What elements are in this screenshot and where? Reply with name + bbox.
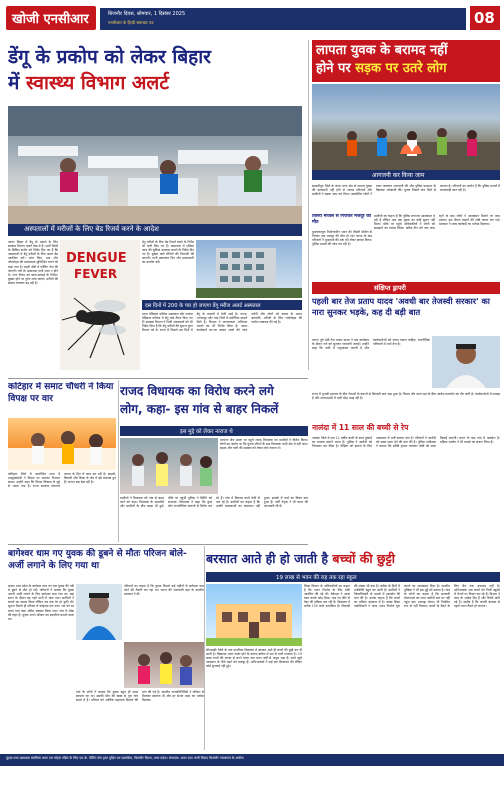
page-number-box — [470, 6, 500, 30]
rjd-subhead: इस मुद्दे को लेकर नाराज थे — [120, 426, 308, 436]
vacation-body-col2: शिक्षा विभाग के अधिकारियों का कहना है कि भवन निर्माण के लिए राशि आवंटित की गई थी। ठेकेदार ने आधा काम करके छोड़ दिया। अब नए सिरे से टेंडर की प्रक्रिया चल रही है। विद्यालय में करीब 150 बच्चे नामांकित हैं। शिक्षकों की संख्या भी कम है। बारिश के दिनों में उपस्थिति बहुत घट जाती है। ग्रामीणों ने जिलाधिकारी से मामले में हस्तक्षेप की मांग की है। उनका कहना है कि बच्चों का भविष्य अंधकार में है। प्रखंड शिक्षा पदाधिकारी ने जल्द भवन निर्माण पूरा कराने का आश्वासन दिया है। स्थानीय मुखिया ने भी इस मुद्दे को उठाया है। गांव के लोगों का कहना है कि सरकारी योजनाओं का लाभ जमीनी स्तर पर नहीं पहुंच रहा। मध्याह्न भोजन भी नियमित रूप से नहीं मिलता। बच्चों के बैठने के लिए बेंच तक उपलब्ध नहीं है। अभिभावक अब बच्चों को निजी स्कूलों में भेजने पर विचार कर रहे हैं। विभाग ने जांच के आदेश दिए हैं और रिपोर्ट मांगी गई है। उम्मीद है कि अगली बरसात से पहले भवन तैयार हो जाएगा। — [304, 584, 500, 609]
dengue-body-col3: पटना मेडिकल कॉलेज अस्पताल और नालंदा मेडिकल कॉलेज में डेंगू वार्ड तैयार किए गए हैं। स्वास्थ्य विभाग ने निजी अस्पतालों को भी निर्देश दिया है कि डेंगू मरीजों की सूचना तुरंत विभाग को दें। राज्य में पिछले दस दिनों में डेंगू के मामलों में तेजी आई है। पटना, भागलपुर और गया जिले में सर्वाधिक मामले मिले हैं। विभाग ने जागरूकता अभियान चलाने का भी निर्णय लिया है। आशा कार्यकर्ता घर-घर जाकर लार्वा की जांच करेंगी और लोगों को बचाव के उपाय बताएंगी। मरीजों के लिए प्लेटलेट्स की पर्याप्त व्यवस्था की गई है। — [142, 312, 302, 333]
dengue-photo-caption: अस्पतालों में मरीजों के लिए बेड रिजर्व करने के आदेश — [8, 224, 302, 236]
missing-headline-line1: लापता युवक के बरामद नहीं — [316, 43, 448, 58]
vacation-headline-a: बरसात आते ही हो जाती है — [206, 551, 333, 566]
katihar-rally-photo — [8, 418, 116, 470]
dengue-fever-poster — [60, 240, 140, 370]
building-illustration — [196, 240, 302, 298]
protest-illustration — [312, 84, 500, 170]
rjd-crowd-photo — [120, 438, 218, 494]
hospital-building-photo — [196, 240, 302, 298]
nalanda-headline: नालंदा में 11 साल की बच्ची से रेप — [312, 423, 409, 432]
hospital-ward-illustration — [8, 106, 302, 224]
rjd-headline-line2: लोग, कहा- इस गांव से बाहर निकलें — [120, 402, 279, 416]
drowning-body-col3: गांव के लोगों ने बताया कि युवक बहुत ही सरल स्वभाव का था। उसकी मौत की खबर से पूरा गांव सदमे में है। परिवार को आर्थिक सहायता दिलाने की मांग की गई है। स्थानीय जनप्रतिनिधियों ने परिवार से मिलकर सांत्वना दी और हर संभव मदद का भरोसा दिलाया। — [76, 690, 204, 703]
drowning-body-col1: छपराः मध्य प्रदेश के बागेश्वर धाम गए एक युवक की नदी में डूबने से मौत हो गई। परिजनों ने बताया कि युवक अपनी अर्जी लगाने के लिए बागेश्वर धाम गया था। वहां स्नान के दौरान वह गहरे पानी में चला गया। साथियों ने बचाने का प्रयास किया लेकिन तब तक देर हो चुकी थी। सूचना मिलते ही परिवार में कोहराम मच गया। शव को घर लाया गया जहां अंतिम संस्कार किया गया। गांव में शोक की लहर है। युवक अपने परिवार का इकलौता कमाने वाला था। — [8, 584, 74, 621]
masthead-brand-block — [6, 6, 96, 30]
school-photo — [206, 584, 302, 646]
drowning-family-photo — [124, 642, 204, 688]
rjd-body-col1: दरभंगाः क्षेत्र भ्रमण पर पहुंचे राजद विधायक का ग्रामीणों ने विरोध किया। लोगों का आरोप था कि चुनाव जीतने के बाद विधायक कभी क्षेत्र में नहीं आए। सड़क और पानी की समस्या को लेकर लोग नाराज थे। — [220, 438, 308, 451]
vacation-headline — [206, 548, 500, 570]
tejpratap-body: पटनाः पूर्व मंत्री तेज प्रताप यादव ने एक कार्यक्रम के दौरान नारे को सुनकर नाराजगी जताई। उन्होंने कहा कि पार्टी में अनुशासन जरूरी है और कार्यकर्ताओं को संयम रखना चाहिए। राजनीतिक गलियारों में चर्चा तेज है। — [312, 338, 430, 351]
footer-bar: मुद्रक तथा प्रकाशक स्वामित्व अमर दत्त मोहम पंडित के लिए एम.के. प्रिंटिंग प्रेस द्वारा मुद्रित एवं प्रकाशित, बिजनौर दिवस, उत्तर प्रदेश। संपादक: अमर दत्त। सभी विवाद बिजनौर न्यायालय के अधीन। — [0, 754, 504, 766]
mosquito-illustration — [60, 240, 140, 370]
page-number: 08 — [474, 9, 495, 27]
rally-illustration — [8, 418, 116, 470]
drowning-body-col2: परिजनों का कहना है कि युवक पिछले कई महीनों से बागेश्वर धाम जाने की तैयारी कर रहा था। घटना की जानकारी वहां के स्थानीय प्रशासन ने दी। — [124, 584, 204, 597]
dengue-body-col2: डेंगू मरीजों के लिए बेड रिजर्व रखने के निर्देश भी जारी किए गए हैं। अस्पताल में एलिसा जांच की सुविधा उपलब्ध कराने के निर्देश दिए गए हैं। बुखार वाले रोगियों की निगरानी की जाएगी। पानी उबालकर पिएं और मच्छरदानी का उपयोग करें। — [142, 240, 194, 265]
sub-line: एनसीआर के हिन्दी समाचार पत्र — [108, 20, 154, 25]
tejpratap-photo — [432, 336, 500, 388]
hospital-ward-photo — [8, 106, 302, 224]
family-illustration — [124, 642, 204, 688]
briefs-label-bar: संक्षिप्त ड्रापरी — [312, 282, 500, 294]
missing-body: समस्तीपुरः जिले के बंगरा थाना क्षेत्र से लापता युवक की बरामदगी नहीं होने से नाराज परिजनों और ग्रामीणों ने सड़क जाम कर दिया। आक्रोशित लोगों ने टायर जलाकर आगजनी की और पुलिस प्रशासन के खिलाफ नारेबाजी की। युवक पिछले पांच दिनों से लापता है। परिजनों का आरोप है कि पुलिस मामले में लापरवाही बरत रही है। — [312, 184, 500, 197]
vacation-headline-b: बच्चों की छुट्टी — [332, 551, 396, 566]
tejpratap-headline: पहली बार तेज प्रताप यादव 'अवधी बार तेजस्वी सरकार' का नारा सुनकर भड़के, कह दी बड़ी बात — [312, 296, 490, 317]
katihar-body: कटिहारः जिले में आयोजित सभा में उपमुख्यमंत्री ने विपक्ष पर जमकर निशाना साधा। उन्होंने कहा कि विपक्ष विकास के मुद्दे से भटक गया है। राज्य सरकार लगातार जनता के हित में काम कर रही है। सड़कों, बिजली और शिक्षा के क्षेत्र में बड़े बदलाव हुए हैं। जनता सब देख रही है। — [8, 472, 116, 489]
masthead-band — [100, 8, 466, 30]
brand-name: खोजी एनसीआर — [12, 12, 89, 27]
dengue-headline-line2b: स्वास्थ्य विभाग अलर्ट — [25, 72, 169, 94]
dengue-headline — [8, 44, 308, 106]
rjd-headline-line1: राजद विधायक का विरोध करने लगे — [120, 384, 274, 398]
katihar-headline: कटिहार में समाट चौधरी ने किया विपक्ष पर वार — [8, 382, 114, 404]
dengue-body-col1: पटनाः बिहार में डेंगू के मामले के लिए स्वास्थ्य विभाग अलर्ट मोड में है। सभी जिलों के सिविल सर्जन को निर्देश दिए गए हैं कि अस्पतालों में डेंगू मरीजों के लिए अलग बेड आरक्षित करें। जांच किट, दवा और प्लेटलेट्स की उपलब्धता सुनिश्चित करने को कहा गया है। शहरी क्षेत्रों में फॉगिंग तेज की जाएगी। घरों के आसपास पानी जमा न होने दें। नगर निगम को साफ-सफाई के निर्देश। बुखार होने पर तुरंत जांच कराएं। मरीजों की संख्या लगातार बढ़ रही है। — [8, 240, 58, 285]
rjd-headline — [120, 382, 310, 424]
road-protest-photo — [312, 84, 500, 170]
nalanda-body: नालंदाः जिले में एक 11 वर्षीय बच्ची के साथ दुष्कर्म का मामला सामने आया है। पुलिस ने आरोपी को गिरफ्तार कर लिया है। पीड़िता को इलाज के लिए अस्पताल में भर्ती कराया गया है। परिजनों ने आरोपी को सख्त सजा देने की मांग की है। पुलिस अधीक्षक ने बताया कि स्पीडी ट्रायल चलाकर दोषी को सजा दिलाई जाएगी। घटना के बाद गांव में आक्रोश है। महिला आयोग ने भी मामले का संज्ञान लिया है। — [312, 436, 500, 449]
svg-text:DENGUE: DENGUE — [66, 251, 127, 266]
drowning-portrait-photo — [76, 584, 122, 640]
date-line: बिजनौर दिवस, सोमवार, 1 दिसंबर 2025 — [108, 11, 186, 17]
briefs-long-body: राज्य में चुनावी हलचल के बीच नेताओं के बयानों से सियासी पारा चढ़ा हुआ है। विपक्ष और सत्ता पक्ष के बीच आरोप-प्रत्यारोप का दौर जारी है। कार्यकर्ताओं में उत्साह है और जनसभाओं में भारी भीड़ उमड़ रही है। — [312, 392, 500, 401]
dengue-headline-line2a: में — [8, 72, 26, 94]
dengue-subhead: दस दिनों में 200 के पार हो जाएगा डेंगू मरीज अलर्ट अस्पताल — [142, 300, 302, 310]
vacation-subhead: 19 लाख से भवन की राह तक रहा स्कूल — [206, 572, 500, 582]
svg-text:FEVER: FEVER — [74, 267, 118, 281]
rjd-body-col2: ग्रामीणों ने विधायक को गांव से बाहर जाने को कहा। विधायक के समर्थकों और ग्रामीणों के बीच बहस भी हुई। मौके पर पहुंची पुलिस ने स्थिति को संभाला। विधायक ने कहा कि कुछ लोग राजनीतिक कारणों से विरोध कर रहे हैं। गांव में विकास कार्य तेजी से चल रहे हैं। ग्रामीणों का कहना है कि उनकी समस्याओं का समाधान नहीं हुआ। इलाके में चर्चा का विषय बना हुआ है। पार्टी नेतृत्व ने भी घटना की जानकारी ली है। — [120, 496, 308, 509]
dengue-headline-line1: डेंगू के प्रकोप को लेकर बिहार — [8, 46, 211, 68]
missing-sub-body: मुजफ्फरपुरः निर्माणाधीन भवन की तीसरी मंजिल से गिरकर एक मजदूर की मौत हो गई। घटना के बाद परिजनों ने मुआवजे की मांग को लेकर हंगामा किया। पुलिस मामले की जांच कर रही है। — [312, 230, 372, 247]
victim-portrait-illustration — [76, 584, 122, 640]
drowning-headline: बागेश्वर धाम गए युवक की डूबने से मौतः परिजन बोले-अर्जी लगाने के लिए गया था — [8, 549, 187, 571]
crowd-illustration — [120, 438, 218, 494]
masthead — [0, 0, 504, 38]
school-building-illustration — [206, 584, 302, 646]
missing-headline-line2b: सड़क पर उतरे लोग — [355, 61, 447, 76]
portrait-illustration — [432, 336, 500, 388]
missing-headline-box — [312, 40, 500, 82]
missing-col2: ग्रामीणों का कहना है कि पुलिस लगातार आश्वासन दे रही है लेकिन अब तक युवक का कोई सुराग नहीं मिला। मौके पर पहुंचे अधिकारियों ने लोगों को समझाने का प्रयास किया। करीब तीन घंटे तक जाम रहने के बाद लोगों ने आश्वासन मिलने पर जाम हटाया। इस दौरान वाहनों की लंबी कतार लग गई। प्रशासन ने जल्द कार्रवाई का भरोसा दिलाया। — [374, 214, 500, 231]
vacation-body-col1: सीतामढ़ीः जिले के एक प्राथमिक विद्यालय में बरसात आते ही बच्चों की छुट्टी कर दी जाती है। विद्यालय भवन जर्जर होने के कारण बारिश में छत से पानी टपकता है। 19 लाख रुपये की लागत से बनने वाला नया भवन वर्षों से अधूरा पड़ा है। बच्चे खुले आसमान के नीचे पढ़ने को मजबूर हैं। अभिभावकों ने कई बार शिकायत की लेकिन कोई सुनवाई नहीं हुई। — [206, 648, 302, 669]
missing-caption: आगजनी कर किया जाम — [312, 170, 500, 180]
missing-subhead: तीसरी मंजिल से गिराकर मजदूर की मौत — [312, 214, 371, 225]
missing-headline-line2a: होने पर — [316, 61, 356, 76]
